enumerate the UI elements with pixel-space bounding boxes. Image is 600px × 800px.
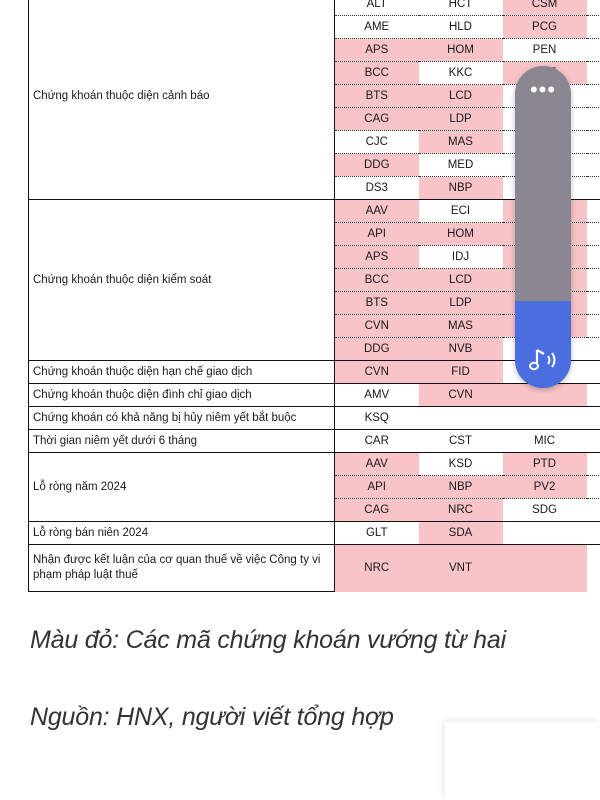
table-row: [29, 453, 600, 476]
stock-code-cell: CAR: [335, 430, 419, 453]
stock-code-cell: KKC: [419, 62, 503, 85]
stock-code-cell: PEN: [503, 39, 587, 62]
stock-code-cell: LCD: [419, 269, 503, 292]
empty-cell: [587, 292, 600, 315]
empty-cell: [587, 545, 600, 592]
empty-cell: [587, 338, 600, 361]
empty-cell: [587, 154, 600, 177]
empty-cell: [587, 16, 600, 39]
stock-code-cell: CVN: [335, 315, 419, 338]
stock-code-cell: NRC: [419, 499, 503, 522]
category-label: Chứng khoán thuộc diện đình chỉ giao dịch: [29, 384, 335, 407]
stock-code-cell: HOM: [419, 39, 503, 62]
volume-slider[interactable]: [515, 66, 571, 388]
color-note-caption: Màu đỏ: Các mã chứng khoán vướng từ hai: [30, 626, 506, 654]
stock-code-cell: KSD: [419, 453, 503, 476]
category-label: Chứng khoán thuộc diện cảnh báo: [29, 0, 335, 200]
stock-code-cell: PV2: [503, 476, 587, 499]
stock-code-cell: ECI: [419, 200, 503, 223]
stock-code-cell: HOM: [419, 223, 503, 246]
category-label: Chứng khoán có khả năng bị hủy niêm yết bắt buộc: [29, 407, 335, 430]
stock-code-cell: DS3: [335, 177, 419, 200]
table-row: [29, 545, 600, 592]
table-row: [29, 522, 600, 545]
stock-code-cell: BCC: [335, 62, 419, 85]
stock-code-cell: DDG: [335, 338, 419, 361]
empty-cell: [587, 223, 600, 246]
table-row: [29, 0, 600, 16]
stock-code-cell: SDG: [503, 499, 587, 522]
stock-code-cell: MAS: [419, 315, 503, 338]
empty-cell: [587, 522, 600, 545]
empty-cell: [587, 177, 600, 200]
music-note-icon[interactable]: [525, 342, 561, 378]
stock-code-cell: VNT: [419, 545, 503, 592]
more-dots-icon[interactable]: •••: [529, 77, 557, 102]
empty-cell: [587, 430, 600, 453]
empty-cell: [587, 361, 600, 384]
stock-code-cell: CSM: [503, 0, 587, 16]
overlay-blank-card: [445, 722, 600, 800]
table-row: [29, 430, 600, 453]
table-row: [29, 407, 600, 430]
empty-cell: [587, 453, 600, 476]
empty-cell: [587, 315, 600, 338]
stock-code-cell: MED: [419, 154, 503, 177]
stock-code-cell: AMV: [335, 384, 419, 407]
stock-code-cell: FID: [419, 361, 503, 384]
stock-code-cell: AAV: [335, 453, 419, 476]
stock-code-cell: NVB: [419, 338, 503, 361]
category-label: Chứng khoán thuộc diện kiểm soát: [29, 200, 335, 361]
empty-cell: [587, 476, 600, 499]
stock-code-cell: CST: [419, 430, 503, 453]
category-label: Lỗ ròng bán niên 2024: [29, 522, 335, 545]
stock-code-cell: CVN: [419, 384, 503, 407]
stock-code-cell: [419, 407, 503, 430]
stock-code-cell: NBP: [419, 476, 503, 499]
empty-cell: [587, 499, 600, 522]
category-label: Nhận được kết luận của cơ quan thuế về việc Công ty vi phạm pháp luật thuế: [29, 545, 335, 592]
stock-code-cell: HLD: [419, 16, 503, 39]
stock-code-cell: BCC: [335, 269, 419, 292]
stock-code-cell: SDA: [419, 522, 503, 545]
stock-code-cell: BTS: [335, 85, 419, 108]
category-label: Thời gian niêm yết dưới 6 tháng: [29, 430, 335, 453]
stock-code-cell: BTS: [335, 292, 419, 315]
empty-cell: [587, 85, 600, 108]
stock-code-cell: AME: [335, 16, 419, 39]
stock-code-cell: MIC: [503, 430, 587, 453]
stock-code-cell: IDJ: [419, 246, 503, 269]
stock-code-cell: MAS: [419, 131, 503, 154]
stock-code-cell: LDP: [419, 108, 503, 131]
stock-code-cell: LCD: [419, 85, 503, 108]
empty-cell: [587, 62, 600, 85]
stock-code-cell: GLT: [335, 522, 419, 545]
empty-cell: [587, 246, 600, 269]
stock-code-cell: AAV: [335, 200, 419, 223]
empty-cell: [587, 269, 600, 292]
stock-code-cell: NBP: [419, 177, 503, 200]
stock-code-cell: DDG: [335, 154, 419, 177]
stock-code-cell: [503, 545, 587, 592]
stock-code-cell: APS: [335, 39, 419, 62]
empty-cell: [587, 108, 600, 131]
stock-code-cell: APS: [335, 246, 419, 269]
stock-code-cell: CAG: [335, 108, 419, 131]
category-label: Chứng khoán thuộc diện hạn chế giao dịch: [29, 361, 335, 384]
stock-code-cell: PTD: [503, 453, 587, 476]
empty-cell: [587, 131, 600, 154]
stock-code-cell: ALT: [335, 0, 419, 16]
stock-code-cell: HCT: [419, 0, 503, 16]
stock-code-cell: CAG: [335, 499, 419, 522]
stock-code-cell: API: [335, 476, 419, 499]
stock-code-cell: API: [335, 223, 419, 246]
stock-code-cell: [503, 407, 587, 430]
category-label: Lỗ ròng năm 2024: [29, 453, 335, 522]
empty-cell: [587, 384, 600, 407]
stock-code-cell: PCG: [503, 16, 587, 39]
stock-code-cell: NRC: [335, 545, 419, 592]
empty-cell: [587, 407, 600, 430]
empty-cell: [587, 39, 600, 62]
empty-cell: [587, 0, 600, 16]
stock-code-cell: CVN: [335, 361, 419, 384]
stock-code-cell: [503, 522, 587, 545]
stock-code-cell: KSQ: [335, 407, 419, 430]
stock-code-cell: CJC: [335, 131, 419, 154]
stock-code-cell: LDP: [419, 292, 503, 315]
empty-cell: [587, 200, 600, 223]
source-caption: Nguồn: HNX, người viết tổng hợp: [30, 703, 394, 731]
